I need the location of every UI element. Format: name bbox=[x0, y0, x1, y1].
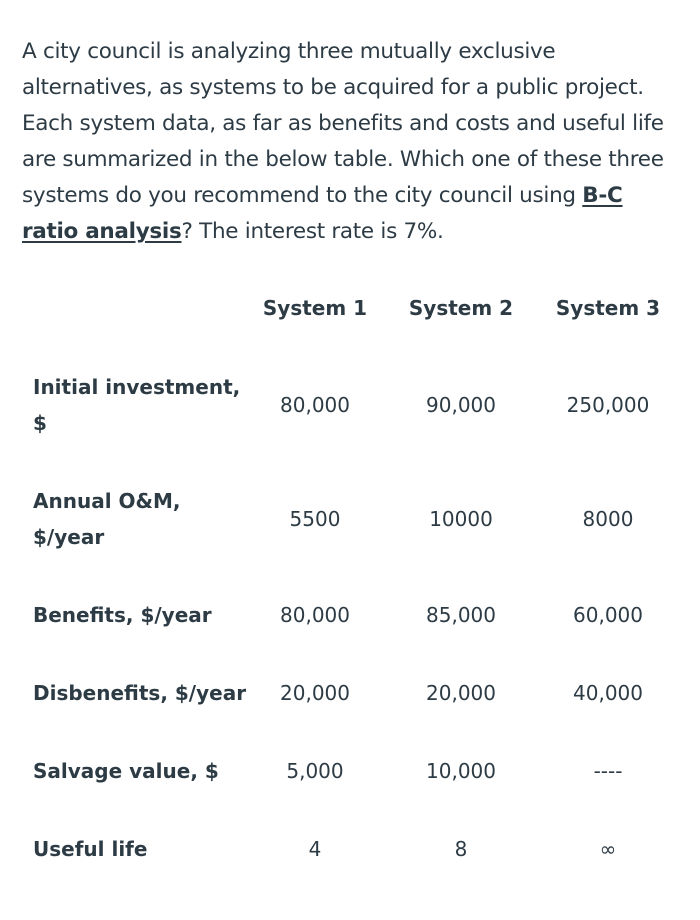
row-label-line2: $ bbox=[33, 411, 47, 435]
row-label-disbenefits bbox=[33, 675, 246, 711]
row-label-line1: Salvage value, $ bbox=[33, 759, 219, 783]
cell-initial-investment-system-2: 90,000 bbox=[426, 393, 496, 417]
question-text-start: A city council is analyzing three mutually exclusive alternatives, as systems to be acquired for a public project. Each system data, as far as benefits and costs and useful life are summarized in the below table. Which one of these three systems do you recommend to the city council using bbox=[22, 39, 664, 208]
question-text-end: ? The interest rate is 7%. bbox=[181, 219, 444, 244]
row-label-salvage-value bbox=[33, 753, 219, 789]
header-system-1: System 1 bbox=[262, 296, 368, 320]
row-label-line1: Initial investment, bbox=[33, 375, 241, 399]
cell-annual-om-system-2: 10000 bbox=[429, 507, 493, 531]
cell-disbenefits-system-3: 40,000 bbox=[573, 681, 643, 705]
row-label-benefits bbox=[33, 597, 212, 633]
cell-salvage-value-system-2: 10,000 bbox=[426, 759, 496, 783]
cell-useful-life-system-3: ∞ bbox=[599, 837, 617, 861]
header-system-3: System 3 bbox=[555, 296, 661, 320]
row-label-initial-investment bbox=[33, 369, 240, 441]
cell-benefits-system-2: 85,000 bbox=[426, 603, 496, 627]
cell-disbenefits-system-2: 20,000 bbox=[426, 681, 496, 705]
row-label-line1: Useful life bbox=[33, 837, 148, 861]
row-label-line1: Benefits, $/year bbox=[33, 603, 212, 627]
row-label-useful-life bbox=[33, 831, 147, 867]
cell-salvage-value-system-3: ---- bbox=[593, 759, 623, 783]
bc-ratio-emphasis: B-C ratio analysis bbox=[22, 183, 623, 244]
cell-useful-life-system-2: 8 bbox=[454, 837, 468, 861]
cell-useful-life-system-1: 4 bbox=[308, 837, 322, 861]
cell-benefits-system-3: 60,000 bbox=[573, 603, 643, 627]
cell-benefits-system-1: 80,000 bbox=[280, 603, 350, 627]
row-label-line1: Disbenefits, $/year bbox=[33, 681, 247, 705]
row-label-line2: $/year bbox=[33, 525, 105, 549]
cell-initial-investment-system-3: 250,000 bbox=[566, 393, 650, 417]
header-system-2: System 2 bbox=[408, 296, 514, 320]
cell-salvage-value-system-1: 5,000 bbox=[286, 759, 344, 783]
row-label-line1: Annual O&M, bbox=[33, 489, 181, 513]
cell-annual-om-system-3: 8000 bbox=[582, 507, 634, 531]
row-label-annual-om bbox=[33, 483, 180, 555]
cell-annual-om-system-1: 5500 bbox=[289, 507, 341, 531]
cell-initial-investment-system-1: 80,000 bbox=[280, 393, 350, 417]
cell-disbenefits-system-1: 20,000 bbox=[280, 681, 350, 705]
